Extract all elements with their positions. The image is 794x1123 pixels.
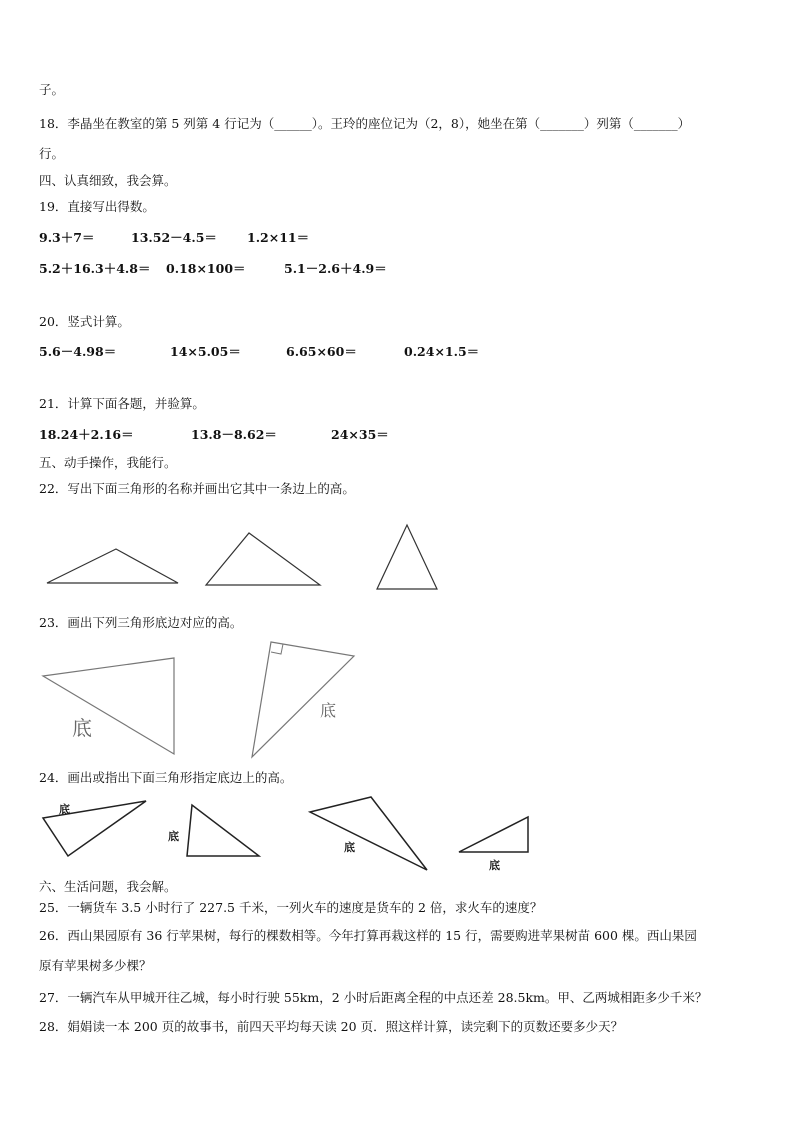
q18-part4: ）: [677, 116, 691, 131]
q23-label-left: 底: [72, 716, 92, 740]
q20-item: 14×5.05＝: [170, 344, 241, 359]
q21-item: 18.24＋2.16＝: [39, 427, 134, 442]
q21-item: 13.8－8.62＝: [191, 427, 277, 442]
q19-item: 1.2×11＝: [247, 230, 310, 245]
q28-text: 28．娟娟读一本 200 页的故事书，前四天平均每天读 20 页．照这样计算，读完剩下的页数还要多少天？: [39, 1019, 624, 1034]
q19-title: 19．直接写出得数。: [39, 199, 155, 214]
q19-item: 5.2＋16.3＋4.8＝: [39, 261, 151, 276]
q23-label-right: 底: [320, 701, 337, 720]
section-6-heading: 六、生活问题，我会解。: [39, 879, 177, 894]
q19-item: 0.18×100＝: [166, 261, 246, 276]
q17-tail: 子。: [39, 82, 65, 97]
q20-item: 0.24×1.5＝: [404, 344, 480, 359]
q24-triangle-4[interactable]: [459, 817, 528, 852]
section-4-heading: 四、认真细致，我会算。: [39, 173, 177, 188]
q27-text: 27．一辆汽车从甲城开往乙城，每小时行驶 55km，2 小时后距离全程的中点还差 28.5km。甲、乙两城相距多少千米？: [39, 990, 708, 1005]
q18-part3: ）列第（: [583, 116, 634, 131]
q21-item: 24×35＝: [331, 427, 389, 442]
q23-title: 23．画出下列三角形底边对应的高。: [39, 615, 243, 630]
q24-label-3: 底: [344, 841, 355, 854]
q18-tail: 行。: [39, 146, 65, 161]
q25-text: 25．一辆货车 3.5 小时行了 227.5 千米，一列火车的速度是货车的 2 倍，求火车的速度？: [39, 900, 543, 915]
q24-title: 24．画出或指出下面三角形指定底边上的高。: [39, 770, 293, 785]
q18-part2: ）。王玲的座位记为（2，8），她坐在第（: [311, 116, 541, 131]
q22-title: 22．写出下面三角形的名称并画出它其中一条边上的高。: [39, 481, 355, 496]
q20-item: 5.6－4.98＝: [39, 344, 117, 359]
q21-title: 21．计算下面各题，并验算。: [39, 396, 205, 411]
section-5-heading: 五、动手操作，我能行。: [39, 455, 177, 470]
q19-item: 9.3＋7＝: [39, 230, 95, 245]
q24-label-4: 底: [489, 859, 500, 872]
q20-item: 6.65×60＝: [286, 344, 357, 359]
q24-label-1: 底: [59, 803, 70, 816]
q18-part1: 18．李晶坐在教室的第 5 列第 4 行记为（: [39, 116, 275, 131]
q19-item: 13.52－4.5＝: [131, 230, 217, 245]
q26-text-line2: 原有苹果树多少棵？: [39, 958, 152, 973]
q18-blank-2[interactable]: _______: [540, 116, 584, 131]
q20-title: 20．竖式计算。: [39, 314, 130, 329]
q18-blank-1[interactable]: ______: [274, 116, 312, 131]
q19-item: 5.1－2.6＋4.9＝: [284, 261, 387, 276]
q24-triangle-3[interactable]: [310, 797, 427, 870]
q18-blank-3[interactable]: _______: [633, 116, 678, 131]
q24-triangle-2[interactable]: [187, 805, 259, 856]
q24-label-2: 底: [168, 830, 179, 843]
q26-text-line1: 26．西山果园原有 36 行苹果树，每行的棵数相等。今年打算再栽这样的 15 行，需要购进苹果树苗 600 棵。西山果园: [39, 928, 697, 943]
